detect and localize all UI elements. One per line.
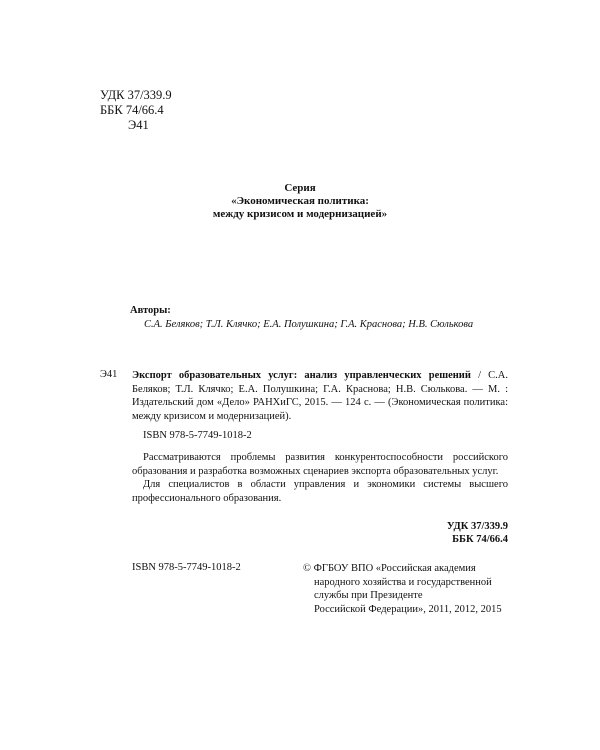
classification-block — [100, 88, 172, 133]
author-mark: Э41 — [128, 118, 149, 132]
series-label: Серия — [284, 182, 316, 194]
bottom-isbn: ISBN 978-5-7749-1018-2 — [132, 562, 241, 573]
bottom-udk-code: УДК 37/339.9 — [446, 521, 508, 532]
abstract-paragraph-2: Для специалистов в области управления и экономики системы высшего профессионального образования. — [132, 479, 508, 504]
isbn: ISBN 978-5-7749-1018-2 — [143, 430, 252, 441]
bibliographic-record — [132, 369, 508, 423]
book-title: Экспорт образовательных услуг: анализ управленческих решений — [132, 370, 471, 381]
bottom-classification — [360, 520, 508, 546]
series-block — [0, 182, 600, 221]
copyright-line-2: народного хозяйства и государственной — [314, 576, 492, 588]
bottom-bbk-code: ББК 74/66.4 — [452, 534, 508, 545]
series-title-line-1: «Экономическая политика: — [231, 195, 369, 207]
bibliographic-code: Э41 — [100, 369, 118, 380]
bibliographic-details: / С.А. Беляков; Т.Л. Клячко; Е.А. Полушкина; Г.А. Краснова; Н.В. Сюлькова. — М. : Издательский дом «Дело» РАНХиГС, 2015. — 124 с. — (Экономическая политика: между кризисом и модернизацией). — [132, 370, 508, 422]
authors-block — [130, 304, 473, 332]
authors-names: С.А. Беляков; Т.Л. Клячко; Е.А. Полушкина; Г.А. Краснова; Н.В. Сюлькова — [144, 319, 474, 330]
copyright-block — [303, 562, 533, 616]
udk-code: УДК 37/339.9 — [100, 88, 172, 102]
copyright-line-3: службы при Президенте — [314, 590, 423, 601]
abstract-block — [132, 451, 508, 505]
copyright-line-1: © ФГБОУ ВПО «Российская академия — [303, 563, 476, 574]
authors-label: Авторы: — [130, 305, 171, 316]
bbk-code: ББК 74/66.4 — [100, 103, 164, 117]
abstract-paragraph-1: Рассматриваются проблемы развития конкурентоспособности российского образования и разработка возможных сценариев экспорта образовательных услуг. — [132, 452, 508, 477]
copyright-line-4: Российской Федерации», 2011, 2012, 2015 — [314, 603, 502, 615]
series-title-line-2: между кризисом и модернизацией» — [212, 208, 388, 220]
